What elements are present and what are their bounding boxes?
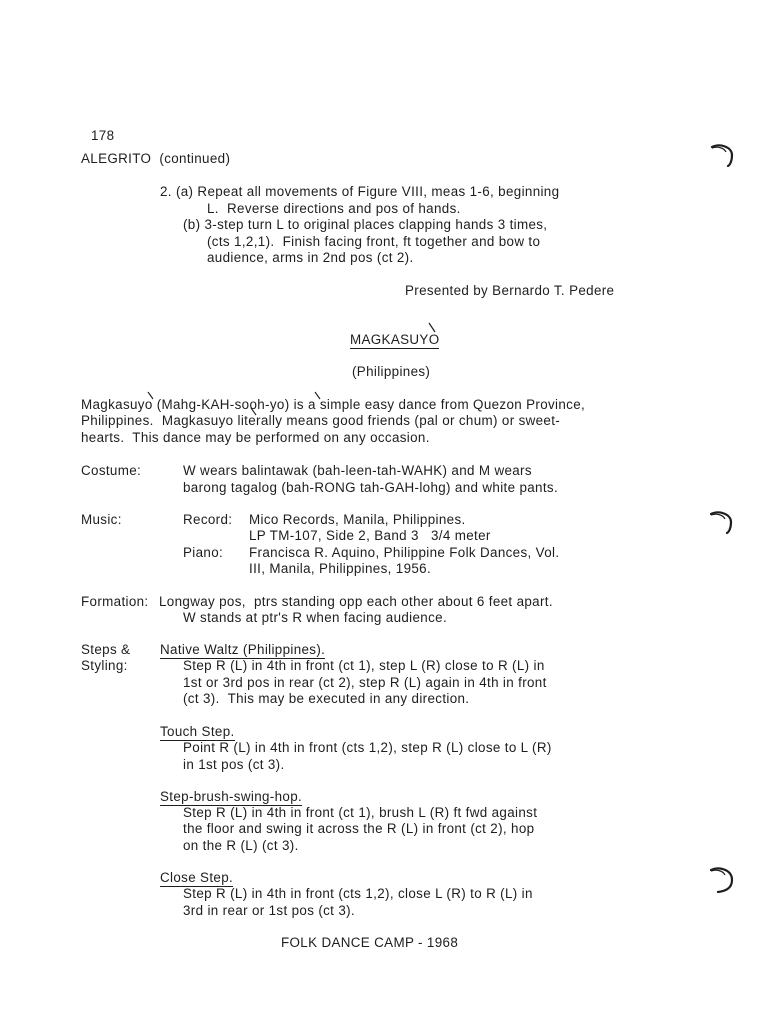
section-title: ALEGRITO (continued): [81, 151, 231, 166]
formation-line-1: Longway pos, ptrs standing opp each other about 6 feet apart.: [159, 594, 553, 609]
costume-line-1: W wears balintawak (bah-leen-tah-WAHK) and M wears: [183, 463, 532, 478]
alegrito-line-4: (cts 1,2,1). Finish facing front, ft together and bow to: [207, 234, 541, 249]
intro-line-2: Philippines. Magkasuyo literally means good friends (pal or chum) or sweet-: [81, 413, 561, 428]
brush-swing-hop-line-3: on the R (L) (ct 3).: [183, 838, 299, 853]
music-label: Music:: [81, 512, 122, 527]
record-label: Record:: [183, 512, 233, 527]
grave-accent-mark: [250, 407, 258, 416]
record-line-2: LP TM-107, Side 2, Band 3 3/4 meter: [249, 528, 491, 543]
touch-step-line-1: Point R (L) in 4th in front (cts 1,2), step R (L) close to L (R): [183, 740, 552, 755]
binder-hole-mark: [709, 510, 735, 536]
grave-accent-mark: [427, 322, 437, 334]
binder-hole-mark: [710, 143, 736, 169]
page-number: 178: [91, 128, 115, 143]
step-title-step-brush-swing-hop: Step-brush-swing-hop.: [160, 789, 303, 804]
formation-label: Formation:: [81, 594, 149, 609]
grave-accent-mark: [314, 391, 322, 400]
piano-line-1: Francisca R. Aquino, Philippine Folk Dances, Vol.: [249, 545, 560, 560]
formation-line-2: W stands at ptr's R when facing audience.: [183, 610, 448, 625]
dance-origin: (Philippines): [352, 364, 431, 379]
native-waltz-line-2: 1st or 3rd pos in rear (ct 2), step R (L) again in 4th in front: [183, 675, 547, 690]
native-waltz-line-3: (ct 3). This may be executed in any direction.: [183, 691, 470, 706]
footer-text: FOLK DANCE CAMP - 1968: [281, 935, 459, 950]
record-line-1: Mico Records, Manila, Philippines.: [249, 512, 466, 527]
intro-line-3: hearts. This dance may be performed on any occasion.: [81, 430, 430, 445]
piano-label: Piano:: [183, 545, 224, 560]
piano-line-2: III, Manila, Philippines, 1956.: [249, 561, 432, 576]
alegrito-line-5: audience, arms in 2nd pos (ct 2).: [207, 250, 414, 265]
grave-accent-mark: [147, 391, 155, 400]
alegrito-line-2: L. Reverse directions and pos of hands.: [207, 201, 461, 216]
brush-swing-hop-line-2: the floor and swing it across the R (L) in front (ct 2), hop: [183, 821, 535, 836]
intro-line-1: Magkasuyo (Mahg-KAH-sooh-yo) is a simple easy dance from Quezon Province,: [81, 397, 586, 412]
close-step-line-1: Step R (L) in 4th in front (cts 1,2), close L (R) to R (L) in: [183, 886, 533, 901]
costume-label: Costume:: [81, 463, 142, 478]
step-title-native-waltz: Native Waltz (Philippines).: [160, 642, 326, 657]
steps-label: Steps &: [81, 642, 131, 657]
credit-line: Presented by Bernardo T. Pedere: [405, 283, 615, 298]
alegrito-line-3: (b) 3-step turn L to original places clapping hands 3 times,: [183, 217, 548, 232]
step-title-close-step: Close Step.: [160, 870, 234, 885]
alegrito-line-1: 2. (a) Repeat all movements of Figure VIII, meas 1-6, beginning: [160, 184, 560, 199]
dance-title: MAGKASUYO: [350, 332, 440, 347]
binder-hole-mark: [708, 866, 736, 896]
step-title-touch-step: Touch Step.: [160, 724, 235, 739]
styling-label: Styling:: [81, 658, 128, 673]
close-step-line-2: 3rd in rear or 1st pos (ct 3).: [183, 903, 355, 918]
brush-swing-hop-line-1: Step R (L) in 4th in front (ct 1), brush L (R) ft fwd against: [183, 805, 538, 820]
costume-line-2: barong tagalog (bah-RONG tah-GAH-lohg) and white pants.: [183, 480, 559, 495]
native-waltz-line-1: Step R (L) in 4th in front (ct 1), step L (R) close to R (L) in: [183, 658, 545, 673]
touch-step-line-2: in 1st pos (ct 3).: [183, 757, 285, 772]
